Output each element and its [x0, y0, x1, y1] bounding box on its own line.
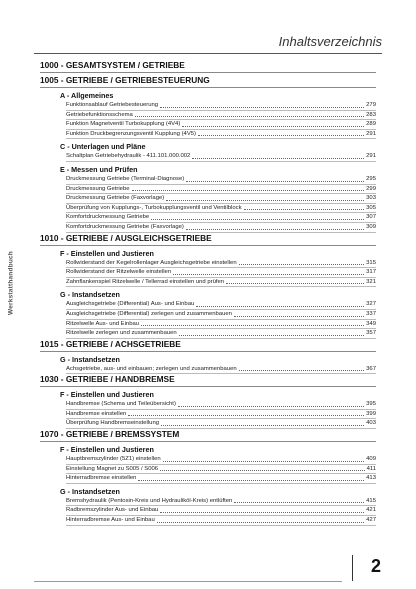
toc-entry-page: 409 [366, 456, 376, 463]
header-title: Inhaltsverzeichnis [278, 34, 382, 49]
toc-entry-title: Überprüfung von Kupplungs-, Turbokupplungsventil und Ventilblock [66, 204, 242, 211]
section-heading: 1010 - GETRIEBE / AUSGLEICHSGETRIEBE [40, 232, 212, 243]
group-heading: G - Instandsetzen [60, 354, 120, 364]
section-rule [40, 441, 376, 442]
group-heading: G - Instandsetzen [60, 290, 120, 300]
section-rule [40, 72, 376, 73]
toc-entry-title: Getriebefunktionsschema [66, 111, 133, 118]
toc-entry-title: Bremshydraulik (Pentosin-Kreis und Hydrauliköl-Kreis) entlüften [66, 497, 233, 504]
section-heading: 1015 - GETRIEBE / ACHSGETRIEBE [40, 338, 181, 349]
toc-entry[interactable] [66, 506, 376, 516]
dot-leader [151, 219, 364, 220]
toc-entry[interactable] [66, 120, 376, 130]
dot-leader [186, 229, 364, 230]
toc-entry[interactable] [66, 474, 376, 484]
toc-entry-page: 357 [366, 330, 376, 337]
toc-entry-page: 327 [366, 301, 376, 308]
dot-leader [192, 158, 364, 159]
toc-entry[interactable] [66, 111, 376, 121]
toc-entry[interactable] [66, 310, 376, 320]
dot-leader [138, 480, 364, 481]
dot-leader [128, 415, 364, 416]
toc-entry[interactable] [66, 213, 376, 223]
group-heading: G - Instandsetzen [60, 486, 120, 496]
dot-leader [166, 200, 364, 201]
toc-entry-page: 367 [366, 365, 376, 372]
section-heading: 1005 - GETRIEBE / GETRIEBESTEUERUNG [40, 75, 210, 85]
toc-entry-page: 321 [366, 278, 376, 285]
toc-entry[interactable] [66, 300, 376, 310]
dot-leader [178, 406, 364, 407]
toc-entry-page: 303 [366, 195, 376, 202]
toc-entry[interactable] [66, 268, 376, 278]
table-of-contents [40, 60, 376, 526]
group-heading: F - Einstellen und Justieren [60, 390, 154, 400]
dot-leader [179, 335, 364, 336]
section-heading: 1030 - GETRIEBE / HANDBREMSE [40, 374, 175, 385]
header-rule [34, 53, 382, 54]
toc-entry[interactable] [66, 152, 376, 162]
toc-entry-title: Druckmessung Getriebe (Terminal-Diagnose) [66, 175, 185, 182]
section-rule [40, 87, 376, 88]
dot-leader [160, 470, 365, 471]
toc-entry-page: 283 [366, 111, 376, 118]
group-heading: F - Einstellen und Justieren [60, 248, 154, 258]
dot-leader [157, 522, 364, 523]
toc-entry-title: Komfortdruckmessung Getriebe [66, 214, 150, 221]
group-heading: F - Einstellen und Justieren [60, 445, 154, 455]
toc-entry[interactable] [66, 329, 376, 339]
section-rule [40, 386, 376, 387]
toc-entry-page: 421 [366, 507, 376, 514]
toc-entry[interactable] [66, 465, 376, 475]
dot-leader [160, 107, 364, 108]
dot-leader [234, 316, 364, 317]
toc-entry-page: 349 [366, 320, 376, 327]
toc-entry-page: 307 [366, 214, 376, 221]
toc-entry-title: Radbremszylinder Aus- und Einbau [66, 507, 159, 514]
toc-entry-title: Druckmessung Getriebe (Faxvorlage) [66, 195, 165, 202]
toc-entry-page: 289 [366, 121, 376, 128]
toc-entry-page: 399 [366, 410, 376, 417]
dot-leader [173, 274, 364, 275]
toc-entry[interactable] [66, 175, 376, 185]
dot-leader [239, 370, 365, 371]
dot-leader [141, 325, 364, 326]
toc-entry-page: 291 [366, 130, 376, 137]
toc-entry[interactable] [66, 400, 376, 410]
toc-entry-title: Hinterradbremse einstellen [66, 475, 137, 482]
toc-entry-page: 299 [366, 185, 376, 192]
group-heading: A - Allgemeines [60, 91, 114, 100]
toc-entry[interactable] [66, 259, 376, 269]
toc-entry-page: 395 [366, 401, 376, 408]
toc-entry-title: Einstellung Magnet zu S005 / S006 [66, 465, 159, 472]
toc-entry-title: Rollwiderstand der Ritzelwelle einstellen [66, 269, 172, 276]
toc-entry-title: Handbremse (Schema und Teileübersicht) [66, 401, 176, 408]
toc-entry-page: 427 [366, 517, 376, 524]
toc-entry-page: 291 [366, 153, 376, 160]
dot-leader [132, 190, 365, 191]
dot-leader [234, 502, 364, 503]
toc-entry-title: Zahnflankenspiel Ritzelwelle / Tellerrad einstellen und prüfen [66, 278, 225, 285]
page-number: 2 [370, 556, 381, 576]
toc-entry-title: Hinterradbremse Aus- und Einbau [66, 517, 155, 524]
toc-entry[interactable] [66, 516, 376, 526]
toc-entry-page: 403 [366, 420, 376, 427]
toc-entry-title: Druckmessung Getriebe [66, 185, 130, 192]
dot-leader [196, 306, 364, 307]
toc-entry-page: 279 [366, 102, 376, 108]
toc-entry-title: Funktion Druckbegrenzungsventil Kupplung (4V5) [66, 130, 196, 137]
toc-entry-page: 305 [366, 204, 376, 211]
toc-entry-title: Hauptbremszylinder (5Z1) einstellen [66, 456, 161, 463]
toc-entry-page: 315 [366, 259, 376, 266]
section-rule [40, 245, 376, 246]
dot-leader [135, 116, 364, 117]
dot-leader [163, 461, 365, 462]
section-heading: 1070 - GETRIEBE / BREMSSYSTEM [40, 429, 180, 440]
dot-leader [182, 126, 364, 127]
toc-entry-title: Funktion Magnetventil Turbokupplung (4V4) [66, 121, 181, 128]
toc-entry[interactable] [66, 455, 376, 465]
toc-entry-page: 317 [366, 269, 376, 276]
toc-entry[interactable] [66, 185, 376, 195]
toc-entry-title: Überprüfung Handbremseinstellung [66, 420, 159, 427]
toc-entry-page: 309 [366, 223, 376, 230]
page-number-box [352, 555, 383, 581]
dot-leader [244, 209, 365, 210]
toc-entry[interactable] [66, 419, 376, 429]
page-header [34, 0, 382, 52]
toc-entry[interactable] [66, 365, 376, 375]
group-heading: C - Unterlagen und Pläne [60, 142, 146, 152]
toc-entry-title: Ausgleichsgetriebe (Differential) Aus- und Einbau [66, 301, 195, 308]
toc-entry[interactable] [66, 130, 376, 140]
dot-leader [198, 135, 364, 136]
toc-entry-title: Ritzelwelle Aus- und Einbau [66, 320, 140, 327]
toc-entry[interactable] [66, 101, 376, 111]
toc-entry-title: Rollwiderstand der Kegelrollenlager Ausgleichsgetriebe einstellen [66, 259, 237, 266]
footer-rule [34, 581, 342, 582]
toc-entry-title: Achsgetriebe, aus- und einbauen; zerlegen und zusammenbauen [66, 365, 237, 372]
toc-entry-page: 337 [366, 310, 376, 317]
dot-leader [239, 264, 365, 265]
toc-entry[interactable] [66, 223, 376, 233]
toc-entry-page: 295 [366, 175, 376, 182]
dot-leader [226, 283, 364, 284]
toc-entry-page: 413 [366, 475, 376, 482]
toc-entry[interactable] [66, 320, 376, 330]
toc-entry-page: 415 [366, 497, 376, 504]
side-label-text: Werkstatthandbuch [7, 251, 15, 315]
group-heading: E - Messen und Prüfen [60, 164, 138, 174]
toc-entry[interactable] [66, 497, 376, 507]
toc-entry-title: Handbremse einstellen [66, 410, 127, 417]
toc-entry-title: Ritzelwelle zerlegen und zusammenbauen [66, 330, 177, 337]
dot-leader [161, 425, 364, 426]
toc-entry-title: Komfortdruckmessung Getriebe (Faxvorlage) [66, 223, 184, 230]
toc-entry-title: Funktionsablauf Getriebesteuerung [66, 102, 159, 108]
side-label [6, 248, 16, 318]
toc-entry[interactable] [66, 194, 376, 204]
toc-entry-page: 411 [366, 465, 376, 472]
section-heading: 1000 - GESAMTSYSTEM / GETRIEBE [40, 60, 185, 70]
toc-entry-title: Schaltplan Getriebehydraulik - 411.101.000.002 [66, 153, 191, 160]
toc-entry[interactable] [66, 410, 376, 420]
toc-entry-title: Ausgleichsgetriebe (Differential) zerlegen und zusammenbauen [66, 310, 232, 317]
toc-entry[interactable] [66, 278, 376, 288]
dot-leader [186, 181, 364, 182]
section-rule [40, 351, 376, 352]
toc-entry[interactable] [66, 204, 376, 214]
dot-leader [160, 512, 364, 513]
